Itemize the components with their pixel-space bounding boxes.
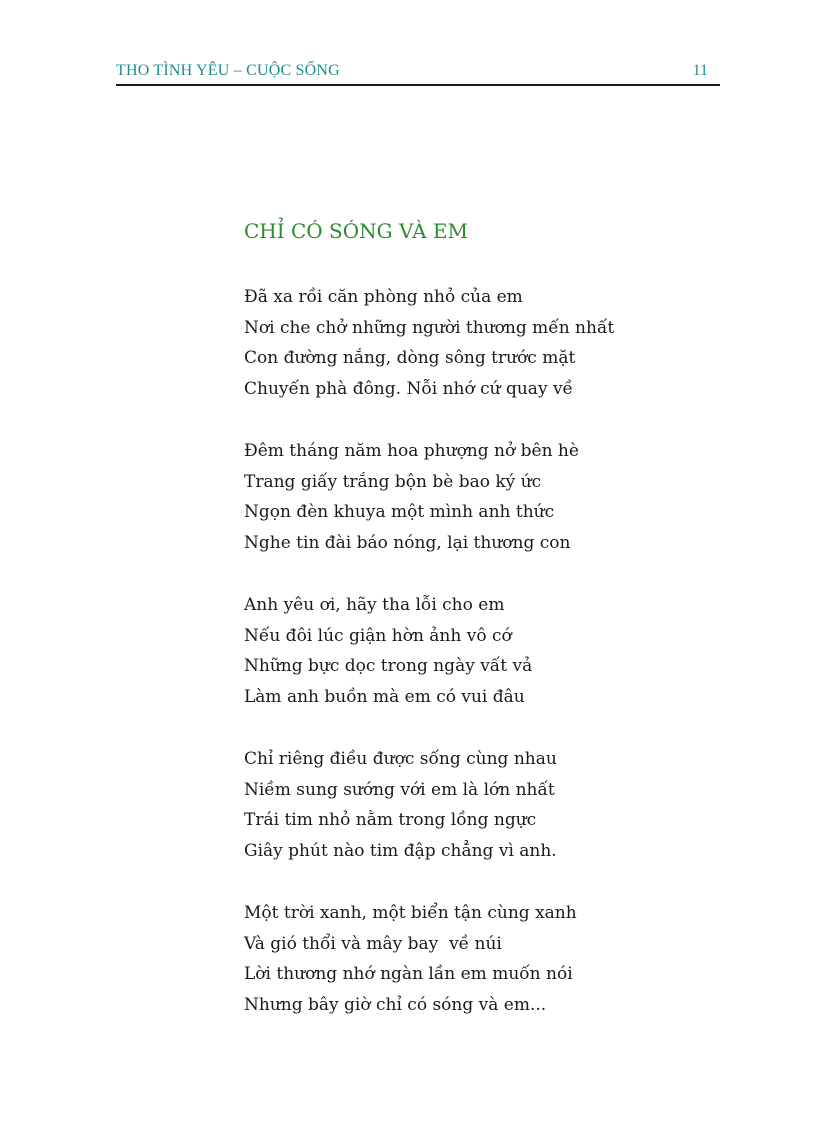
stanza-2 xyxy=(244,436,764,558)
poem-line: Chỉ riêng điều được sống cùng nhau xyxy=(244,749,557,769)
poem-line: Nghe tin đài báo nóng, lại thương con xyxy=(244,532,571,553)
running-header xyxy=(116,58,720,86)
stanza-5 xyxy=(244,898,764,1020)
header-title: THO TÌNH YÊU – CUỘC SỐNG xyxy=(116,62,340,79)
poem-line: Giây phút nào tim đập chẳng vì anh. xyxy=(244,840,557,861)
poem-line: Trang giấy trắng bộn bè bao ký ức xyxy=(244,471,542,492)
poem-title: CHỈ CÓ SÓNG VÀ EM xyxy=(244,219,468,243)
poem-line: Niềm sung sướng với em là lớn nhất xyxy=(244,779,555,800)
stanza-4 xyxy=(244,744,764,866)
stanza-1 xyxy=(244,282,764,404)
poem-line: Nơi che chở những người thương mến nhất xyxy=(244,317,615,338)
poem-line: Những bực dọc trong ngày vất vả xyxy=(244,656,533,676)
poem-line: Một trời xanh, một biển tận cùng xanh xyxy=(244,903,577,923)
page-number: 11 xyxy=(692,62,708,79)
poem-line: Đã xa rồi căn phòng nhỏ của em xyxy=(244,287,523,307)
poem-line: Anh yêu ơi, hãy tha lỗi cho em xyxy=(244,595,505,615)
poem-line: Ngọn đèn khuya một mình anh thức xyxy=(244,502,555,522)
poem-body xyxy=(244,282,764,1052)
stanza-3 xyxy=(244,590,764,712)
poem-line: Và gió thổi và mây bay về núi xyxy=(244,933,502,954)
poem-line: Làm anh buồn mà em có vui đâu xyxy=(244,686,525,707)
poem-line: Đêm tháng năm hoa phượng nở bên hè xyxy=(244,441,579,461)
poem-line: Chuyến phà đông. Nỗi nhớ cứ quay về xyxy=(244,378,574,399)
poem-line: Lời thương nhớ ngàn lần em muốn nói xyxy=(244,964,573,984)
poem-line: Nếu đôi lúc giận hờn ảnh vô cớ xyxy=(244,625,512,646)
poem-line: Trái tim nhỏ nằm trong lồng ngực xyxy=(244,810,537,830)
poem-line: Con đường nắng, dòng sông trước mặt xyxy=(244,348,576,368)
poem-line: Nhưng bây giờ chỉ có sóng và em... xyxy=(244,994,547,1015)
